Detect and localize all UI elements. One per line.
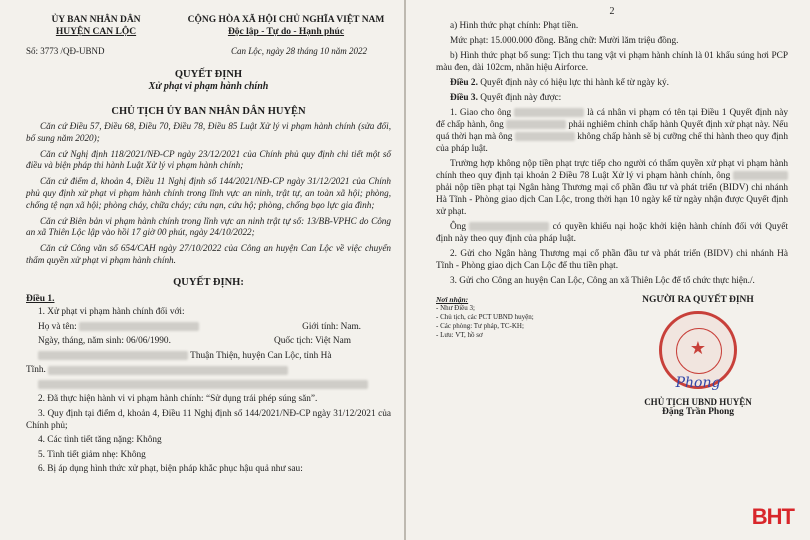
legal-basis-4: Căn cứ Biên bản vi phạm hành chính trong lĩnh vực an ninh trật tự số: 13/BB-VPHC do Công an xã Thiên Lộc lập vào hồi 17 giờ 00 phút, ngày 24/10/2022;: [26, 215, 391, 238]
article1-item6: 6. Bị áp dụng hình thức xử phạt, biện pháp khắc phục hậu quả như sau:: [38, 464, 303, 475]
nation-line2: Độc lập - Tự do - Hạnh phúc: [227, 27, 345, 37]
address-end: Tĩnh.: [26, 365, 46, 376]
article1-heading: Điều 1.: [26, 293, 55, 304]
recipient-3: - Các phòng: Tư pháp, TC-KH;: [436, 322, 524, 330]
doc-title: QUYẾT ĐỊNH: [174, 69, 243, 80]
redacted-name: [79, 322, 199, 331]
article3-item3: 3. Gửi cho Công an huyện Can Lộc, Công an xã Thiên Lộc để tổ chức thực hiện./.: [450, 276, 755, 286]
article1-item1: 1. Xử phạt vi phạm hành chính đối với:: [38, 307, 185, 318]
redacted-name: [469, 222, 549, 231]
redacted-name: [514, 108, 584, 117]
article1-item4: 4. Các tình tiết tăng nặng: Không: [38, 435, 162, 446]
payment-paragraph: [436, 158, 788, 218]
article3-item2: 2. Gửi cho Ngân hàng Thương mại cổ phần đầu tư và phát triển (BIDV) chi nhánh Hà Tĩnh - Phòng giao dịch Can Lộc để thu tiền phạt.: [436, 249, 788, 271]
additional-penalty: b) Hình thức phạt bổ sung: Tịch thu tang vật vi phạm hành chính là 01 khẩu súng hơi PCP màu đen, dài 102cm, nhãn hiệu Airforce.: [436, 51, 788, 73]
nation-block: [181, 14, 391, 38]
redacted-name: [506, 120, 566, 129]
legal-basis-1: Căn cứ Điều 57, Điều 68, Điều 70, Điều 78, Điều 85 Luật Xử lý vi phạm hành chính (sửa đổi, bổ sung năm 2020);: [26, 121, 391, 143]
r1c: phải nghiêm chỉnh chấp hành Quyết định xử phạt này. Nếu quá thời hạn mà ông: [436, 120, 788, 142]
r1b: là cá nhân vi phạm có tên tại Điều 1 Quyết định này để chấp hành, ông: [436, 108, 789, 130]
article3-item1: [436, 107, 788, 155]
redacted-line: [26, 379, 391, 391]
name-label: Họ và tên:: [38, 321, 77, 332]
article2: [436, 77, 788, 89]
address-tail: Thuận Thiện, huyện Can Lộc, tỉnh Hà: [190, 350, 332, 361]
article2-text: Quyết định này có hiệu lực thi hành kể từ ngày ký.: [480, 78, 669, 88]
r1d: không chấp hành sẽ bị cưỡng chế thi hành theo quy định của pháp luật.: [436, 132, 788, 154]
recipients-label: Nơi nhận:: [436, 295, 469, 304]
signer-block: [608, 295, 788, 417]
agency-line2: HUYỆN CAN LỘC: [55, 27, 137, 37]
redacted-name: [733, 171, 788, 180]
redacted-address: [38, 351, 188, 360]
article3-label: Điều 3.: [450, 93, 478, 103]
article1-item2: 2. Đã thực hiện hành vi vi phạm hành chính: “Sử dụng trái phép súng săn”.: [38, 394, 318, 405]
nation-line1: CỘNG HÒA XÃ HỘI CHỦ NGHĨA VIỆT NAM: [187, 15, 385, 25]
article3: [436, 92, 788, 104]
signer-title: CHỦ TỊCH UBND HUYỆN: [644, 397, 752, 407]
r3a: Ông: [450, 222, 467, 232]
r3b: có quyền khiếu nại hoặc khởi kiện hành chính đối với Quyết định này theo quy định của pháp luật.: [436, 222, 788, 244]
agency-line1: ỦY BAN NHÂN DÂN: [51, 15, 141, 25]
doc-date: Can Lộc, ngày 28 tháng 10 năm 2022: [231, 46, 367, 56]
appeal-paragraph: [436, 221, 788, 245]
main-penalty: a) Hình thức phạt chính: Phạt tiền.: [450, 21, 579, 31]
dob-row: [26, 335, 391, 347]
signer-role: NGƯỜI RA QUYẾT ĐỊNH: [642, 295, 754, 305]
official-seal-icon: ★: [659, 311, 737, 389]
doc-subtitle: Xử phạt vi phạm hành chính: [148, 81, 269, 92]
nationality: Quốc tịch: Việt Nam: [274, 336, 351, 347]
recipients-block: [436, 295, 586, 417]
article1-item3: 3. Quy định tại điểm d, khoản 4, Điều 11 Nghị định số 144/2021/NĐ-CP ngày 31/12/2021 của Chính phủ;: [26, 408, 391, 431]
name-row: [26, 321, 391, 333]
legal-basis-5: Căn cứ Công văn số 654/CAH ngày 27/10/2022 của Công an huyện Can Lộc về việc chuyển thẩm quyền xử phạt vi phạm hành chính.: [26, 243, 391, 265]
recipient-4: - Lưu: VT, hồ sơ: [436, 331, 483, 339]
doc-number: Số: 3773 /QĐ-UBND: [26, 46, 105, 56]
signature: Phong: [675, 375, 721, 391]
document-footer: [436, 295, 788, 417]
redacted-name: [515, 132, 575, 141]
r2b: phải nộp tiền phạt tại Ngân hàng Thương mại cổ phần đầu tư và phát triển (BIDV) chi nhánh Hà Tĩnh - Phòng giao dịch Can Lộc, trong thời hạn 10 ngày kể từ ngày nhận được Quyết định xử phạt.: [436, 183, 788, 217]
legal-basis-3: Căn cứ điểm d, khoản 4, Điều 11 Nghị định số 144/2021/NĐ-CP ngày 31/12/2021 của Chính phủ quy định xử phạt vi phạm hành chính trong lĩnh vực an ninh, trật tự, an toàn xã hội; phòng, chống tệ nạn xã hội; phòng cháy, chữa cháy; cứu nạn, cứu hộ; phòng, chống bạo lực gia đình;: [26, 176, 391, 210]
bht-logo: BHT: [751, 504, 794, 529]
article1-item5: 5. Tình tiết giảm nhẹ: Không: [38, 449, 146, 460]
article3-text: Quyết định này được:: [480, 93, 562, 103]
decision-heading: QUYẾT ĐỊNH:: [173, 276, 244, 288]
page-2: [406, 0, 810, 540]
r1a: 1. Giao cho ông: [450, 108, 512, 118]
address-row: [26, 350, 391, 362]
page-number: 2: [609, 6, 615, 17]
document-header: [26, 14, 391, 38]
agency-block: [26, 14, 166, 38]
fine-amount: Mức phạt: 15.000.000 đồng. Bằng chữ: Mười lăm triệu đồng.: [450, 36, 679, 46]
gender: Giới tính: Nam.: [302, 321, 361, 332]
dob: Ngày, tháng, năm sinh: 06/06/1990.: [38, 336, 171, 347]
article2-label: Điều 2.: [450, 78, 478, 88]
recipient-1: - Như Điều 3;: [436, 304, 475, 312]
issuing-authority: CHỦ TỊCH ỦY BAN NHÂN DÂN HUYỆN: [111, 106, 306, 117]
address-end-row: [26, 364, 391, 376]
legal-basis-2: Căn cứ Nghị định 118/2021/NĐ-CP ngày 23/12/2021 của Chính phủ quy định chi tiết một số điều và biện pháp thi hành Luật Xử lý vi phạm hành chính;: [26, 148, 391, 171]
redacted-id: [48, 366, 288, 375]
recipient-2: - Chủ tịch, các PCT UBND huyện;: [436, 313, 534, 321]
redacted-details: [38, 380, 368, 389]
r2a: Trường hợp không nộp tiền phạt trực tiếp cho người có thẩm quyền xử phạt vi phạm hành chính theo quy định tại khoản 2 Điều 78 Luật Xử lý vi phạm hành chính, ông: [436, 159, 788, 181]
signer-name: Đặng Trần Phong: [662, 407, 734, 417]
